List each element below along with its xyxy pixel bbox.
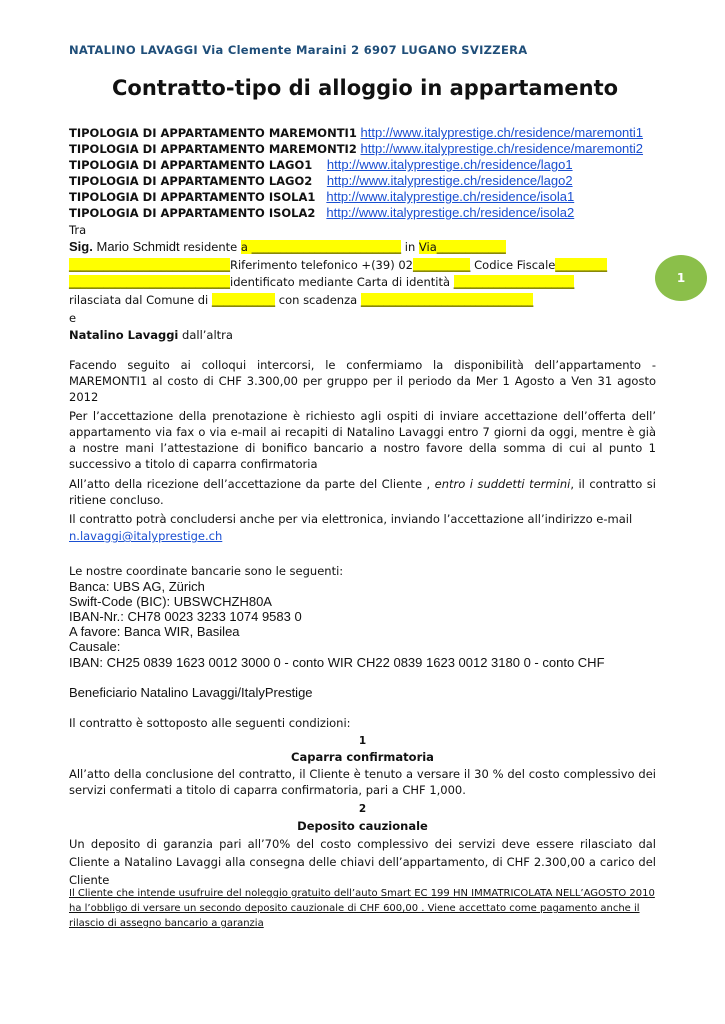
comune-field[interactable]: ___________ bbox=[211, 293, 276, 307]
e-label: e bbox=[69, 311, 77, 325]
tipologia-link[interactable]: http://www.italyprestige.ch/residence/isola2 bbox=[326, 205, 575, 220]
client-name: Mario Schmidt bbox=[96, 239, 180, 254]
tipologia-label: TIPOLOGIA DI APPARTAMENTO ISOLA2 bbox=[69, 206, 316, 220]
tipologia-row bbox=[69, 157, 573, 173]
page-number-badge: 1 bbox=[655, 255, 707, 301]
condition-text-caparra: All’atto della conclusione del contratto, il Cliente è tenuto a versare il 30 % del costo complessivo dei servizi confermati a titolo di caparra confirmatoria, pari a CHF 1,000. bbox=[69, 767, 656, 797]
tipologia-label: TIPOLOGIA DI APPARTAMENTO ISOLA1 bbox=[69, 190, 316, 204]
paragraph-electronic: Il contratto potrà concludersi anche per via elettronica, inviando l’accettazione all’indirizzo e-mail bbox=[69, 512, 633, 526]
condition-text-deposito: Un deposito di garanzia pari all’70% del costo complessivo dei servizi deve essere rilasciato dal Cliente a Natalino Lavaggi alla consegna delle chiavi dell’appartamento, di CHF 2.300,00 a carico del Cliente bbox=[69, 837, 656, 887]
in-label: in bbox=[404, 240, 416, 254]
id-label: identificato mediante Carta di identità bbox=[230, 275, 451, 289]
id-card-field[interactable]: _____________________ bbox=[453, 275, 575, 289]
tipologia-link[interactable]: http://www.italyprestige.ch/residence/isola1 bbox=[326, 189, 575, 204]
phone-label: Riferimento telefonico +(39) 02 bbox=[230, 258, 413, 272]
bank-intro: Le nostre coordinate bancarie sono le seguenti: bbox=[69, 564, 344, 578]
beneficiary-name: Beneficiario Natalino Lavaggi/ItalyPrestige bbox=[69, 685, 313, 700]
owner-line bbox=[69, 327, 233, 343]
paragraph-acceptance: Per l’accettazione della prenotazione è richiesto agli ospiti di inviare accettazione dell’offerta dell’ appartamento via fax o via e-mail ai recapiti di Natalino Lavaggi entro 7 giorni da oggi, mentre è già a nostre mani l’attestazione di bonifico bancario a nostro favore della somma di cui al punto 1 successivo a titolo di caparra confirmatoria bbox=[69, 409, 656, 471]
page-title: Contratto-tipo di alloggio in appartamento bbox=[112, 76, 619, 100]
codice-fiscale-field[interactable]: _________ bbox=[555, 258, 608, 272]
iban-accounts: IBAN: CH25 0839 1623 0012 3000 0 - conto WIR CH22 0839 1623 0012 3180 0 - conto CHF bbox=[69, 655, 605, 670]
via-field[interactable]: Via____________ bbox=[418, 240, 506, 254]
email-link[interactable]: n.lavaggi@italyprestige.ch bbox=[69, 529, 223, 543]
beneficiary-bank: A favore: Banca WIR, Basilea bbox=[69, 624, 240, 639]
email-line bbox=[69, 528, 222, 544]
conditions-intro: Il contratto è sottoposto alle seguenti condizioni: bbox=[69, 716, 351, 730]
tipologia-row bbox=[69, 205, 574, 221]
tipologia-row bbox=[69, 189, 574, 205]
tipologia-label: TIPOLOGIA DI APPARTAMENTO MAREMONTI1 bbox=[69, 126, 357, 140]
tra-label: Tra bbox=[69, 223, 87, 237]
tipologia-label: TIPOLOGIA DI APPARTAMENTO MAREMONTI2 bbox=[69, 142, 357, 156]
phone-line bbox=[69, 257, 607, 273]
iban-number: IBAN-Nr.: CH78 0023 3233 1074 9583 0 bbox=[69, 609, 302, 624]
altra-label: dall’altra bbox=[182, 328, 233, 342]
sig-label: Sig. bbox=[69, 239, 93, 254]
scadenza-field[interactable]: ______________________________ bbox=[360, 293, 534, 307]
scadenza-label: con scadenza bbox=[278, 293, 358, 307]
swift-code: Swift-Code (BIC): UBSWCHZH80A bbox=[69, 594, 272, 609]
tipologia-label: TIPOLOGIA DI APPARTAMENTO LAGO2 bbox=[69, 174, 313, 188]
tipologia-row bbox=[69, 141, 643, 157]
causale-label: Causale: bbox=[69, 639, 121, 654]
paragraph-conclusion bbox=[69, 476, 656, 508]
paragraph-availability: Facendo seguito ai colloqui intercorsi, le confermiamo la disponibilità dell’appartamento - MAREMONTI1 al costo di CHF 3.300,00 per gruppo per il periodo da Mer 1 Agosto a Ven 31 agosto 2012 bbox=[69, 358, 656, 404]
condition-number: 1 bbox=[358, 735, 367, 747]
tipologia-link[interactable]: http://www.italyprestige.ch/residence/lago1 bbox=[326, 157, 573, 172]
conclusion-text-end: , il contratto si ritiene concluso. bbox=[69, 477, 656, 507]
owner-name: Natalino Lavaggi bbox=[69, 328, 179, 342]
tipologia-row bbox=[69, 125, 643, 141]
footnote: Il Cliente che intende usufruire del noleggio gratuito dell’auto Smart EC 199 HN IMMATRICOLATA NELL’AGOSTO 2010 ha l’obbligo di versare un secondo deposito cauzionale di CHF 600,00 . Viene accettato come pagamento anche il rilascio di assegno bancario a garanzia bbox=[69, 888, 655, 929]
conclusion-italic: entro i suddetti termini bbox=[434, 477, 571, 491]
condition-number: 2 bbox=[358, 803, 367, 815]
name-continuation-field[interactable]: ____________________________ bbox=[69, 275, 230, 289]
tipologia-link[interactable]: http://www.italyprestige.ch/residence/maremonti2 bbox=[360, 141, 644, 156]
codice-fiscale-label: Codice Fiscale bbox=[474, 258, 556, 272]
condition-title-caparra: Caparra confirmatoria bbox=[291, 750, 434, 764]
condition-title-deposito: Deposito cauzionale bbox=[297, 819, 428, 833]
conclusion-text: All’atto della ricezione dell’accettazione da parte del Cliente , bbox=[69, 477, 435, 491]
tipologia-label: TIPOLOGIA DI APPARTAMENTO LAGO1 bbox=[69, 158, 313, 172]
comune-label: rilasciata dal Comune di bbox=[69, 293, 209, 307]
phone-field[interactable]: __________ bbox=[412, 258, 471, 272]
id-line bbox=[69, 274, 574, 290]
tipologia-link[interactable]: http://www.italyprestige.ch/residence/maremonti1 bbox=[360, 125, 644, 140]
tipologia-row bbox=[69, 173, 573, 189]
tipologia-link[interactable]: http://www.italyprestige.ch/residence/lago2 bbox=[326, 173, 573, 188]
bank-name: Banca: UBS AG, Zürich bbox=[69, 579, 205, 594]
address-field[interactable]: a __________________________ bbox=[240, 240, 402, 254]
issue-line bbox=[69, 292, 533, 308]
residente-label: residente bbox=[183, 240, 238, 254]
address-continuation-field[interactable]: ____________________________ bbox=[69, 258, 230, 272]
client-line bbox=[69, 239, 506, 255]
letterhead: NATALINO LAVAGGI Via Clemente Maraini 2 6907 LUGANO SVIZZERA bbox=[69, 43, 528, 57]
